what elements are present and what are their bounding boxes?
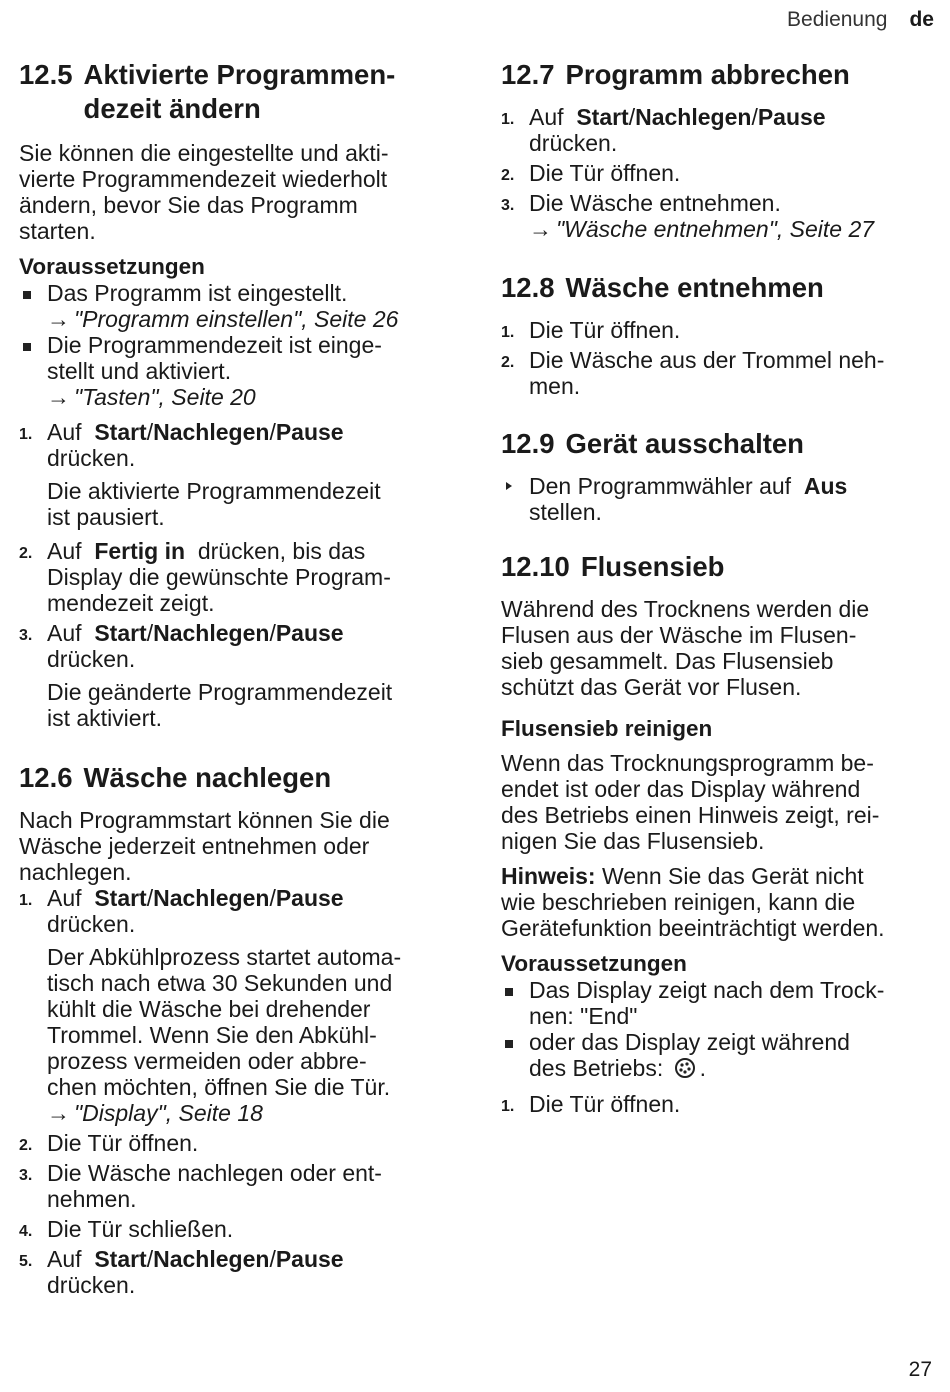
step-item: 5. Auf Start/Nachlegen/Pause drücken. [19, 1246, 344, 1298]
list-item: oder das Display zeigt während des Betriebs: . [501, 1029, 941, 1081]
cross-reference[interactable]: → "Tasten", Seite 20 [47, 384, 256, 410]
heading-12-6: 12.6 Wäsche nachlegen [19, 762, 332, 793]
heading-12-8: 12.8 Wäsche entnehmen [501, 272, 824, 303]
right-column [501, 58, 941, 1117]
step-item: 2. Auf Fertig in drücken, bis das Display die gewünschte Program- mendezeit zeigt. [19, 538, 391, 616]
step-note: Die aktivierte Programmendezeit ist pausiert. [47, 478, 381, 530]
hint-paragraph: Hinweis: Wenn Sie das Gerät nicht wie beschrieben reinigen, kann die Gerätefunktion beeinträchtigt werden. [501, 863, 885, 941]
lint-filter-icon [674, 1057, 696, 1079]
left-column [19, 58, 459, 1298]
intro-12-6: Nach Programmstart können Sie die Wäsche jederzeit entnehmen oder nachlegen. [19, 807, 390, 885]
requirements-list [19, 280, 459, 410]
heading-12-5: 12.5 Aktivierte Programmen- dezeit ändern [19, 59, 396, 124]
heading-12-7: 12.7 Programm abbrechen [501, 59, 850, 90]
intro-12-10: Während des Trocknens werden die Flusen aus der Wäsche im Flusen- sieb gesammelt. Das Flusensieb schützt das Gerät vor Flusen. [501, 596, 870, 700]
arrow-right-icon: → [47, 384, 70, 410]
key-start-nachlegen-pause: Start/Nachlegen/Pause [94, 885, 344, 911]
arrow-right-icon: → [529, 216, 552, 242]
cross-reference[interactable]: → "Wäsche entnehmen", Seite 27 [529, 216, 875, 242]
key-start-nachlegen-pause: Start/Nachlegen/Pause [94, 620, 344, 646]
list-item: Den Programmwähler auf Aus stellen. [501, 473, 941, 525]
step-item: 4. Die Tür schließen. [19, 1216, 234, 1242]
step-item: 3. Auf Start/Nachlegen/Pause drücken. Die geänderte Programmendezeit ist aktiviert. [19, 620, 459, 731]
steps-12-5 [19, 419, 459, 731]
step-item: 2. Die Wäsche aus der Trommel neh- men. [501, 347, 885, 399]
page-number: 27 [908, 1358, 932, 1381]
step-item: 2. Die Tür öffnen. [19, 1130, 199, 1156]
header-section: Bedienung [787, 8, 888, 31]
step-item: 1. Die Tür öffnen. [501, 1091, 681, 1117]
step-item: 2. Die Tür öffnen. [501, 160, 681, 186]
key-start-nachlegen-pause: Start/Nachlegen/Pause [576, 104, 826, 130]
step-note: Der Abkühlprozess startet automa- tisch nach etwa 30 Sekunden und kühlt die Wäsche bei drehender Trommel. Wenn Sie den Abkühl- prozess vermeiden oder abbre- chen möchten, öffnen Sie die Tür. → "Display", Seite 18 [47, 944, 402, 1126]
steps-12-10 [501, 1091, 941, 1117]
header-language: de [909, 8, 934, 31]
list-item: Das Display zeigt nach dem Trock- nen: "End" [501, 977, 941, 1029]
steps-12-7 [501, 104, 941, 242]
key-start-nachlegen-pause: Start/Nachlegen/Pause [94, 1246, 344, 1272]
steps-12-9 [501, 473, 941, 525]
list-item: Die Programmendezeit ist einge- stellt und aktiviert. → "Tasten", Seite 20 [19, 332, 459, 410]
arrow-right-icon: → [47, 1100, 70, 1126]
step-item: 3. Die Wäsche entnehmen. → "Wäsche entnehmen", Seite 27 [501, 190, 875, 242]
heading-12-10: 12.10 Flusensieb [501, 551, 725, 582]
requirements-list [501, 977, 941, 1081]
step-note: Die geänderte Programmendezeit ist aktiviert. [47, 679, 393, 731]
requirements-heading: Voraussetzungen [19, 254, 205, 279]
heading-12-9: 12.9 Gerät ausschalten [501, 428, 804, 459]
arrow-right-icon: → [47, 306, 70, 332]
steps-12-6 [19, 885, 459, 1298]
step-item: 3. Die Wäsche nachlegen oder ent- nehmen. [19, 1160, 382, 1212]
step-item: 1. Die Tür öffnen. [501, 317, 681, 343]
step-item: 1. Auf Start/Nachlegen/Pause drücken. Der Abkühlprozess startet automa- tisch nach etwa 30 Sekunden und kühlt die Wäsche bei drehender Trommel. Wenn Sie den Abkühl- prozess vermeiden oder abbre- chen möchten, öffnen Sie die Tür. → "Display", Seite 18 [19, 885, 459, 1126]
list-item: Das Programm ist eingestellt. → "Programm einstellen", Seite 26 [19, 280, 459, 332]
subheading-flusensieb-reinigen: Flusensieb reinigen [501, 716, 713, 741]
intro-12-5: Sie können die eingestellte und akti- vierte Programmendezeit wiederholt ändern, bevor Sie das Programm starten. [19, 140, 389, 244]
cross-reference[interactable]: → "Display", Seite 18 [47, 1100, 263, 1126]
step-item: 1. Auf Start/Nachlegen/Pause drücken. Die aktivierte Programmendezeit ist pausiert. [19, 419, 459, 530]
running-header [787, 8, 934, 32]
requirements-heading: Voraussetzungen [501, 951, 687, 976]
steps-12-8 [501, 317, 941, 399]
clean-paragraph: Wenn das Trocknungsprogramm be- endet ist oder das Display während des Betriebs einen Hinweis zeigt, rei- nigen Sie das Flusensieb. [501, 750, 880, 854]
key-start-nachlegen-pause: Start/Nachlegen/Pause [94, 419, 344, 445]
cross-reference[interactable]: → "Programm einstellen", Seite 26 [47, 306, 399, 332]
step-item: 1. Auf Start/Nachlegen/Pause drücken. [501, 104, 826, 156]
